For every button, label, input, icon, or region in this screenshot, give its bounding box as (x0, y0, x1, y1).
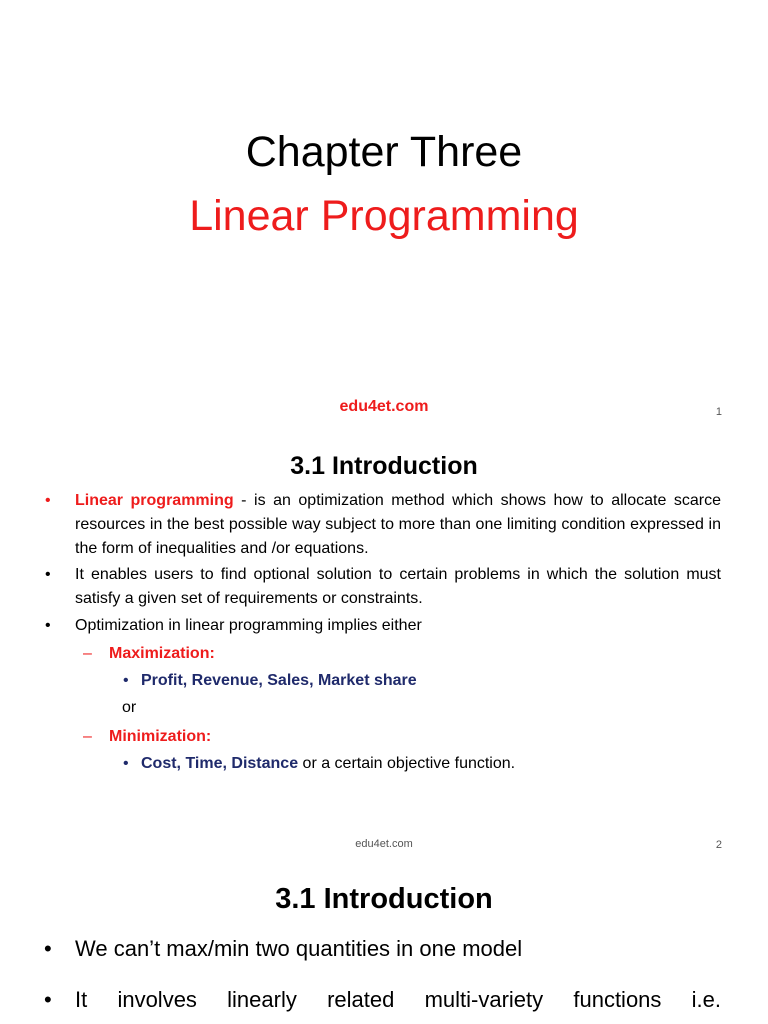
min-tail: or a certain objective function. (298, 755, 516, 772)
bullet-2-glyph: • (45, 566, 51, 583)
slide2-footer: edu4et.com (355, 838, 413, 850)
slide2-page-number: 2 (715, 839, 722, 851)
chapter-subtitle: Linear Programming (189, 192, 579, 240)
min-label: Minimization: (109, 728, 212, 745)
or-text: or (122, 699, 137, 716)
slide3-title: 3.1 Introduction (275, 883, 493, 915)
slide1-footer: edu4et.com (339, 398, 429, 415)
slide3-bullet-2-text: It involves linearly related multi-variety functions i.e. (75, 987, 721, 1012)
min-dash: – (83, 728, 92, 745)
max-items-bullet: • (123, 672, 129, 689)
bullet-3-glyph: • (45, 617, 51, 634)
min-items-line (141, 752, 515, 776)
slide3-bullet-1-text: We can’t max/min two quantities in one model (75, 936, 523, 961)
slide2-title: 3.1 Introduction (290, 452, 478, 480)
min-items-bullet: • (123, 755, 129, 772)
min-items: Cost, Time, Distance (141, 755, 299, 772)
bullet-1-glyph: • (45, 492, 51, 509)
slide3-bullet-2-glyph: • (44, 987, 52, 1012)
bullet-3-text: Optimization in linear programming implies either (75, 617, 422, 634)
bullet-1-text (75, 489, 721, 561)
max-label: Maximization: (109, 645, 215, 662)
bullet-1-body: - is an optimization method which shows how to allocate scarce resources in the best possible way subject to more than one limiting condition expressed in the form of inequalities and /or equations. (75, 492, 722, 557)
slide1-page-number: 1 (715, 406, 722, 418)
chapter-title: Chapter Three (245, 128, 523, 176)
slide3-bullet-1-glyph: • (44, 936, 52, 961)
max-items: Profit, Revenue, Sales, Market share (141, 672, 417, 689)
max-dash: – (83, 645, 92, 662)
bullet-1-term: Linear programming (75, 492, 234, 509)
bullet-2-text: It enables users to find optional solution to certain problems in which the solution must satisfy a given set of requirements or constraints. (75, 566, 721, 607)
